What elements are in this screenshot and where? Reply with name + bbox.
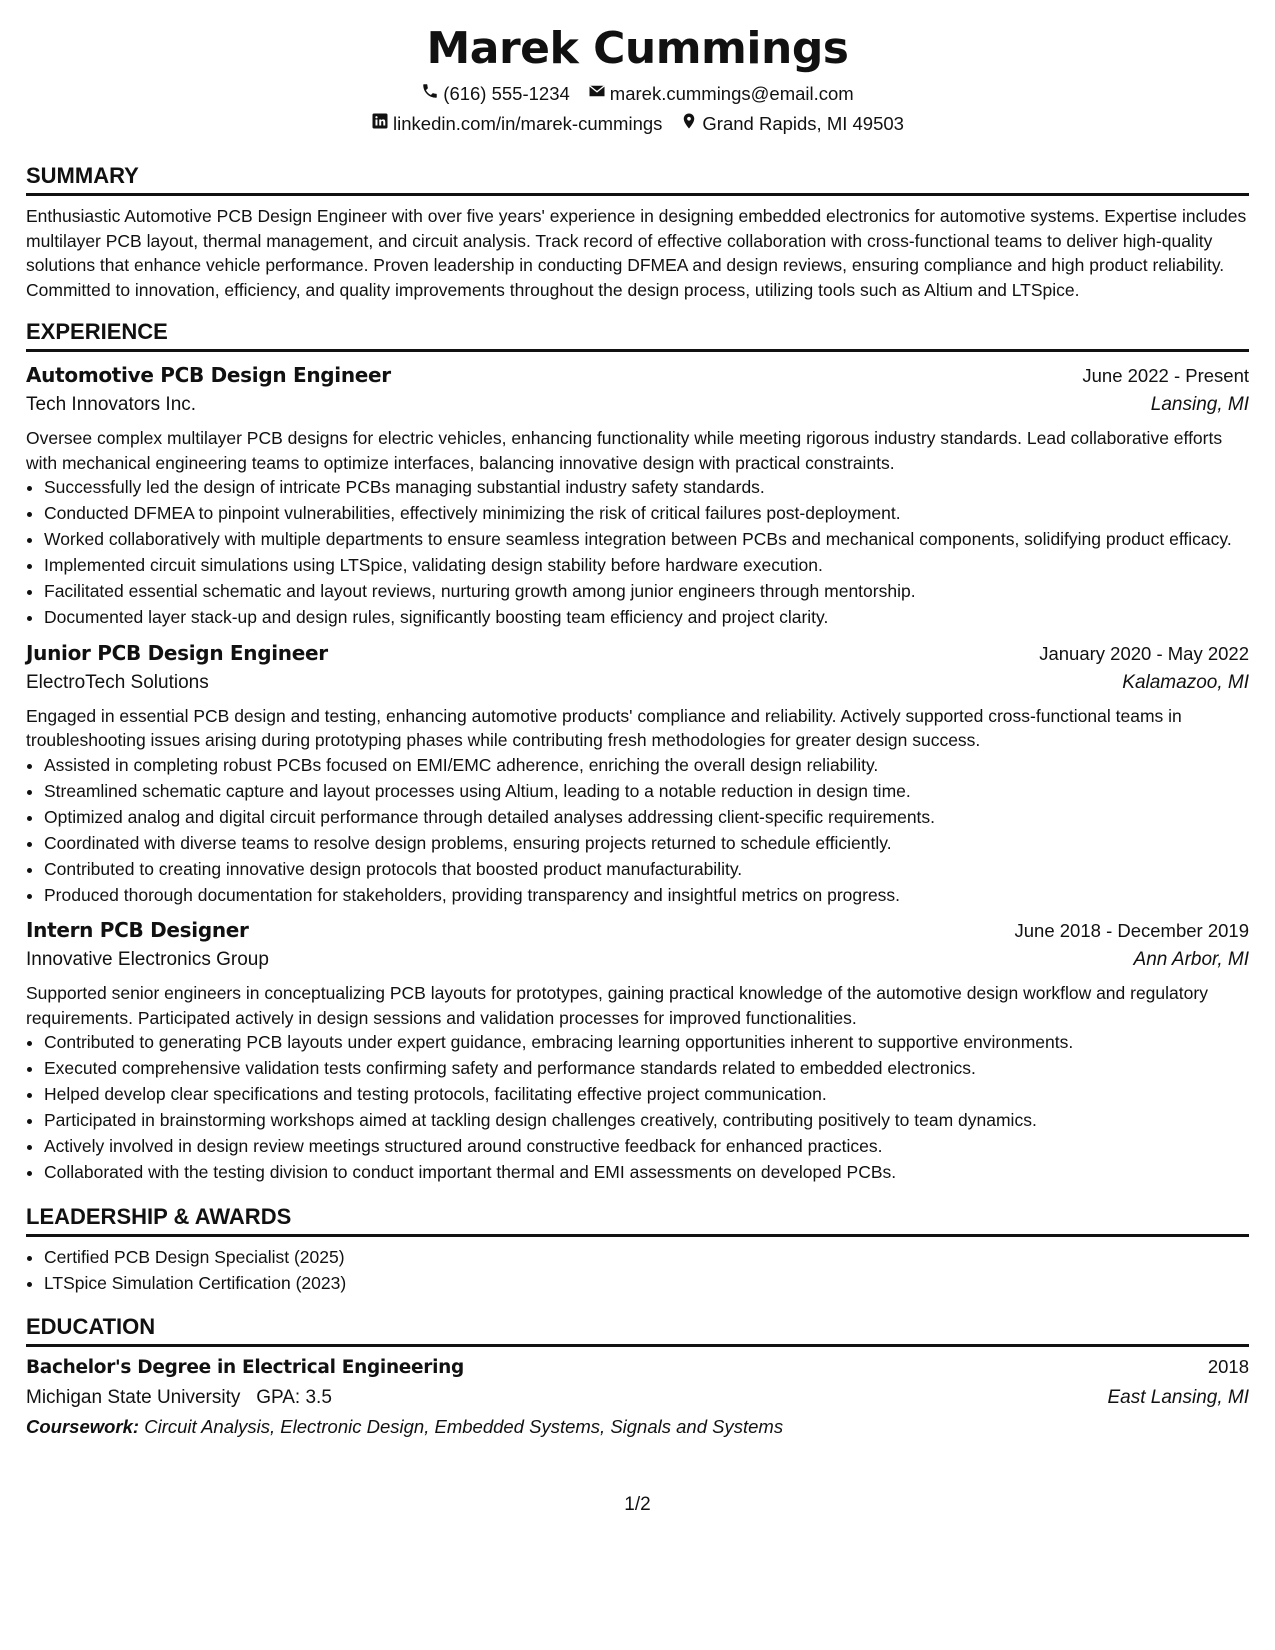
education-section [26,1313,1249,1441]
summary-heading: SUMMARY [26,162,1249,196]
email-link[interactable]: marek.cummings@email.com [609,83,854,104]
job-entry [26,360,1249,630]
awards-list [26,1245,1249,1296]
summary-section [26,162,1249,302]
list-item: • Successfully led the design of intricate PCBs managing substantial industry safety standards. [44,475,1249,500]
page-number: 1/2 [624,1494,651,1515]
school-name: Michigan State University [26,1387,241,1408]
list-item: • LTSpice Simulation Certification (2023) [44,1271,1249,1296]
awards-section [26,1203,1249,1296]
job-company: Innovative Electronics Group [26,949,269,970]
job-bullets [26,475,1249,630]
list-item: • Documented layer stack-up and design rules, significantly boosting team efficiency and project clarity. [44,605,1249,630]
school-location: East Lansing, MI [1107,1387,1249,1408]
job-entry [26,638,1249,908]
education-heading: EDUCATION [26,1313,1249,1347]
list-item: • Helped develop clear specifications and testing protocols, facilitating effective project communication. [44,1082,1249,1107]
phone-icon [421,82,439,106]
list-item: • Certified PCB Design Specialist (2025) [44,1245,1249,1270]
job-dates: January 2020 - May 2022 [1039,642,1249,664]
coursework-label: Coursework: [26,1416,140,1437]
list-item: • Implemented circuit simulations using LTSpice, validating design stability before hardware execution. [44,553,1249,578]
list-item: • Conducted DFMEA to pinpoint vulnerabilities, effectively minimizing the risk of critical failures post-deployment. [44,501,1249,526]
location-contact [680,112,904,136]
job-description: Oversee complex multilayer PCB designs for electric vehicles, enhancing functionality while meeting rigorous industry standards. Lead collaborative efforts with mechanical engineering teams to optimize interfaces, balancing innovative design with practical constraints. [26,428,1223,473]
list-item: • Coordinated with diverse teams to resolve design problems, ensuring projects returned to schedule efficiently. [44,831,1249,856]
list-item: • Contributed to generating PCB layouts under expert guidance, embracing learning opportunities inherent to supportive environments. [44,1030,1249,1055]
job-company: Tech Innovators Inc. [26,394,197,415]
school-line [26,1383,332,1413]
education-entry [26,1353,1249,1441]
job-company: ElectroTech Solutions [26,671,209,693]
resume-page [26,0,1249,1650]
job-bullets [26,1030,1249,1185]
location-text: Grand Rapids, MI 49503 [702,113,904,134]
map-pin-icon [680,112,698,136]
coursework-line [26,1413,1249,1441]
experience-heading: EXPERIENCE [26,318,1249,352]
phone-text: (616) 555-1234 [443,83,570,104]
envelope-icon [588,82,606,106]
summary-text: Enthusiastic Automotive PCB Design Engineer with over five years' experience in designing embedded electronics for automotive systems. Expertise includes multilayer PCB layout, thermal management, and circuit analysis. Track record of effective collaboration with cross-functional teams to deliver high-quality solutions that enhance vehicle performance. Proven leadership in conducting DFMEA and design reviews, ensuring compliance and high product reliability. Committed to innovation, efficiency, and quality improvements throughout the design process, utilizing tools such as Altium and LTSpice. [26,206,1247,300]
list-item: • Streamlined schematic capture and layout processes using Altium, leading to a notable reduction in design time. [44,779,1249,804]
gpa: GPA: 3.5 [256,1387,332,1408]
list-item: • Assisted in completing robust PCBs focused on EMI/EMC adherence, enriching the overall design reliability. [44,753,1249,778]
job-location: Ann Arbor, MI [1133,949,1249,970]
degree-title: Bachelor's Degree in Electrical Engineering [26,1357,464,1378]
list-item: • Executed comprehensive validation tests confirming safety and performance standards related to embedded electronics. [44,1056,1249,1081]
job-description: Supported senior engineers in conceptualizing PCB layouts for prototypes, gaining practical knowledge of the automotive design workflow and regulatory requirements. Participated actively in design sessions and validation processes for improved functionalities. [26,983,1208,1028]
job-title: Junior PCB Design Engineer [26,640,328,665]
job-bullets [26,753,1249,908]
list-item: • Contributed to creating innovative design protocols that boosted product manufacturability. [44,857,1249,882]
phone-contact [421,82,570,106]
experience-section [26,318,1249,1185]
list-item: • Actively involved in design review meetings structured around constructive feedback for enhanced practices. [44,1134,1249,1159]
list-item: • Facilitated essential schematic and layout reviews, nurturing growth among junior engineers through mentorship. [44,579,1249,604]
contact-line-2 [26,112,1249,136]
job-location: Lansing, MI [1150,394,1249,415]
candidate-name: Marek Cummings [426,23,849,74]
linkedin-link[interactable]: linkedin.com/in/marek-cummings [393,113,663,134]
email-contact[interactable] [588,82,854,106]
job-title: Intern PCB Designer [26,918,249,942]
linkedin-icon [371,112,389,136]
contact-line-1 [26,82,1249,106]
list-item: • Collaborated with the testing division to conduct important thermal and EMI assessments on developed PCBs. [44,1160,1249,1185]
list-item: • Optimized analog and digital circuit performance through detailed analyses addressing client-specific requirements. [44,805,1249,830]
job-dates: June 2018 - December 2019 [1014,920,1249,941]
coursework-list: Circuit Analysis, Electronic Design, Embedded Systems, Signals and Systems [144,1416,784,1437]
linkedin-contact[interactable] [371,112,662,136]
job-description: Engaged in essential PCB design and testing, enhancing automotive products' compliance and reliability. Actively supported cross-functional teams in troubleshooting issues arising during prototyping phases while contributing fresh methodologies for greater design success. [26,705,1182,750]
awards-heading: LEADERSHIP & AWARDS [26,1203,1249,1237]
list-item: • Participated in brainstorming workshops aimed at tackling design challenges creatively, contributing positively to team dynamics. [44,1108,1249,1133]
list-item: • Worked collaboratively with multiple departments to ensure seamless integration between PCBs and mechanical components, solidifying product efficacy. [44,527,1249,552]
job-entry [26,915,1249,1185]
job-location: Kalamazoo, MI [1122,671,1249,693]
list-item: • Produced thorough documentation for stakeholders, providing transparency and insightful metrics on progress. [44,883,1249,908]
graduation-year: 2018 [1207,1356,1249,1377]
job-dates: June 2022 - Present [1082,365,1249,386]
job-title: Automotive PCB Design Engineer [26,363,391,387]
